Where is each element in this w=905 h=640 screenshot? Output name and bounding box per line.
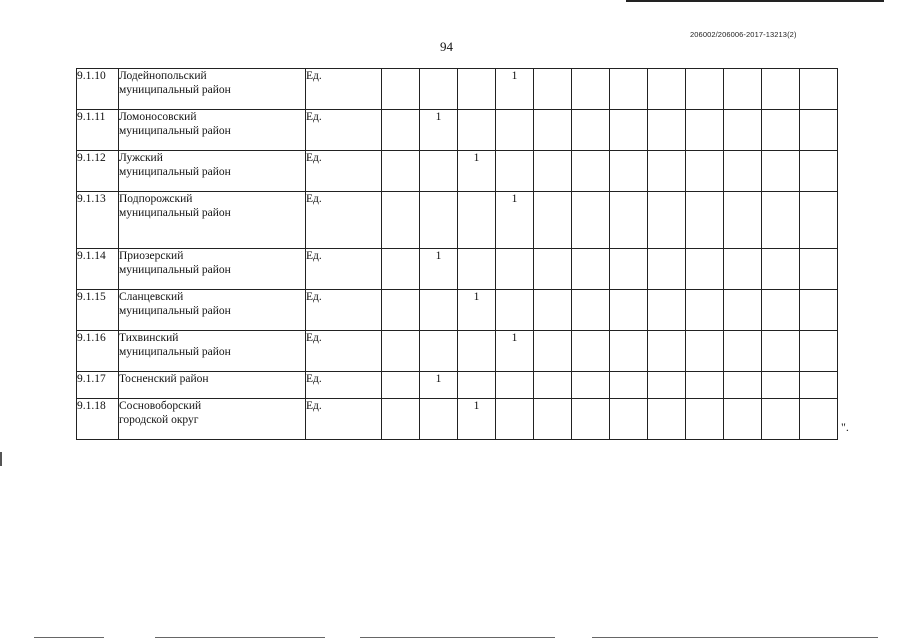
unit-cell: Ед. <box>306 192 382 249</box>
bottom-scan-line <box>592 637 878 638</box>
value-cell <box>686 399 724 440</box>
district-name-line: муниципальный район <box>119 346 231 358</box>
table-row <box>77 151 838 192</box>
value-cell <box>724 151 762 192</box>
value-cell <box>534 290 572 331</box>
value-cell <box>572 151 610 192</box>
value-cell <box>496 110 534 151</box>
unit-cell: Ед. <box>306 151 382 192</box>
value-cell <box>800 290 838 331</box>
value-cell: 1 <box>420 372 458 399</box>
value-cell <box>610 372 648 399</box>
value-cell <box>458 249 496 290</box>
value-cell: 1 <box>496 192 534 249</box>
district-name-line: Сосновоборский <box>119 400 202 412</box>
value-cell <box>800 110 838 151</box>
value-cell <box>800 249 838 290</box>
value-cell <box>724 249 762 290</box>
scan-edge-mark <box>0 452 2 466</box>
value-cell: 1 <box>458 399 496 440</box>
value-cell: 1 <box>420 249 458 290</box>
value-cell <box>534 192 572 249</box>
value-cell <box>800 151 838 192</box>
district-name <box>119 331 306 372</box>
district-name-line: муниципальный район <box>119 207 231 219</box>
value-cell <box>762 192 800 249</box>
value-cell <box>420 331 458 372</box>
district-name-line: муниципальный район <box>119 166 231 178</box>
value-cell <box>572 331 610 372</box>
value-cell <box>762 372 800 399</box>
unit-cell: Ед. <box>306 399 382 440</box>
value-cell <box>800 69 838 110</box>
district-name <box>119 249 306 290</box>
table-row <box>77 249 838 290</box>
value-cell: 1 <box>496 331 534 372</box>
value-cell <box>382 192 420 249</box>
row-code: 9.1.13 <box>77 192 119 249</box>
value-cell <box>724 192 762 249</box>
value-cell <box>686 151 724 192</box>
unit-cell: Ед. <box>306 290 382 331</box>
value-cell <box>572 192 610 249</box>
district-name <box>119 110 306 151</box>
unit-cell: Ед. <box>306 249 382 290</box>
table-row <box>77 331 838 372</box>
district-name-line: городской округ <box>119 414 199 426</box>
value-cell <box>648 110 686 151</box>
district-name <box>119 399 306 440</box>
value-cell <box>534 110 572 151</box>
value-cell <box>572 290 610 331</box>
district-name <box>119 69 306 110</box>
value-cell <box>648 249 686 290</box>
value-cell <box>610 110 648 151</box>
unit-cell: Ед. <box>306 331 382 372</box>
value-cell <box>572 372 610 399</box>
table-row <box>77 110 838 151</box>
district-name-line: Лужский <box>119 152 163 164</box>
district-name <box>119 151 306 192</box>
district-name-line: муниципальный район <box>119 84 231 96</box>
district-name <box>119 290 306 331</box>
value-cell <box>686 69 724 110</box>
value-cell <box>458 192 496 249</box>
closing-quote-mark: ". <box>841 420 849 434</box>
value-cell <box>420 192 458 249</box>
value-cell <box>572 110 610 151</box>
district-name-line: Лодейнопольский <box>119 70 207 82</box>
table-body <box>77 69 838 440</box>
value-cell <box>610 290 648 331</box>
value-cell <box>458 69 496 110</box>
row-code: 9.1.14 <box>77 249 119 290</box>
value-cell <box>382 110 420 151</box>
district-name-line: Тосненский район <box>119 373 209 385</box>
page-number: 94 <box>440 39 453 54</box>
value-cell <box>458 110 496 151</box>
value-cell <box>420 69 458 110</box>
row-code: 9.1.15 <box>77 290 119 331</box>
value-cell <box>762 399 800 440</box>
value-cell <box>686 372 724 399</box>
value-cell <box>724 331 762 372</box>
bottom-scan-line <box>34 637 104 638</box>
value-cell <box>382 399 420 440</box>
table-row <box>77 372 838 399</box>
value-cell <box>648 331 686 372</box>
row-code: 9.1.12 <box>77 151 119 192</box>
value-cell <box>496 151 534 192</box>
value-cell: 1 <box>496 69 534 110</box>
value-cell <box>762 249 800 290</box>
district-name <box>119 372 306 399</box>
district-name-line: Приозерский <box>119 250 184 262</box>
value-cell <box>572 399 610 440</box>
document-id: 206002/206006-2017-13213(2) <box>690 30 797 39</box>
value-cell <box>724 372 762 399</box>
value-cell <box>800 192 838 249</box>
value-cell <box>800 372 838 399</box>
value-cell <box>458 372 496 399</box>
value-cell <box>762 69 800 110</box>
value-cell <box>762 290 800 331</box>
row-code: 9.1.10 <box>77 69 119 110</box>
unit-cell: Ед. <box>306 372 382 399</box>
value-cell <box>762 151 800 192</box>
value-cell <box>496 372 534 399</box>
value-cell <box>800 331 838 372</box>
value-cell <box>648 192 686 249</box>
district-name-line: Сланцевский <box>119 291 184 303</box>
table-row <box>77 69 838 110</box>
value-cell <box>648 399 686 440</box>
value-cell <box>382 290 420 331</box>
district-name-line: Подпорожский <box>119 193 193 205</box>
value-cell <box>610 331 648 372</box>
unit-cell: Ед. <box>306 110 382 151</box>
value-cell <box>420 290 458 331</box>
value-cell <box>648 151 686 192</box>
value-cell <box>496 249 534 290</box>
table-row <box>77 399 838 440</box>
value-cell <box>686 290 724 331</box>
unit-cell: Ед. <box>306 69 382 110</box>
row-code: 9.1.17 <box>77 372 119 399</box>
value-cell <box>458 331 496 372</box>
value-cell <box>610 69 648 110</box>
value-cell <box>572 249 610 290</box>
value-cell <box>648 69 686 110</box>
value-cell <box>382 372 420 399</box>
bottom-scan-line <box>155 637 325 638</box>
district-name-line: муниципальный район <box>119 264 231 276</box>
value-cell <box>610 399 648 440</box>
district-name <box>119 192 306 249</box>
value-cell <box>534 372 572 399</box>
value-cell <box>382 69 420 110</box>
value-cell <box>724 290 762 331</box>
district-name-line: муниципальный район <box>119 125 231 137</box>
value-cell <box>382 331 420 372</box>
value-cell <box>534 399 572 440</box>
value-cell <box>610 192 648 249</box>
value-cell <box>686 192 724 249</box>
value-cell <box>762 110 800 151</box>
value-cell <box>686 110 724 151</box>
value-cell <box>648 290 686 331</box>
value-cell: 1 <box>420 110 458 151</box>
value-cell <box>762 331 800 372</box>
value-cell <box>724 69 762 110</box>
value-cell: 1 <box>458 290 496 331</box>
value-cell <box>686 249 724 290</box>
value-cell <box>610 151 648 192</box>
value-cell <box>686 331 724 372</box>
value-cell <box>534 69 572 110</box>
value-cell <box>534 331 572 372</box>
row-code: 9.1.11 <box>77 110 119 151</box>
row-code: 9.1.16 <box>77 331 119 372</box>
value-cell <box>420 151 458 192</box>
bottom-scan-line <box>360 637 555 638</box>
district-name-line: муниципальный район <box>119 305 231 317</box>
district-name-line: Ломоносовский <box>119 111 197 123</box>
value-cell <box>572 69 610 110</box>
value-cell: 1 <box>458 151 496 192</box>
top-rule <box>626 0 884 2</box>
value-cell <box>610 249 648 290</box>
value-cell <box>496 399 534 440</box>
value-cell <box>724 110 762 151</box>
row-code: 9.1.18 <box>77 399 119 440</box>
value-cell <box>534 151 572 192</box>
value-cell <box>420 399 458 440</box>
table-row <box>77 290 838 331</box>
value-cell <box>382 249 420 290</box>
value-cell <box>648 372 686 399</box>
value-cell <box>724 399 762 440</box>
district-name-line: Тихвинский <box>119 332 179 344</box>
value-cell <box>496 290 534 331</box>
value-cell <box>382 151 420 192</box>
table-row <box>77 192 838 249</box>
district-table <box>76 68 838 440</box>
value-cell <box>534 249 572 290</box>
value-cell <box>800 399 838 440</box>
